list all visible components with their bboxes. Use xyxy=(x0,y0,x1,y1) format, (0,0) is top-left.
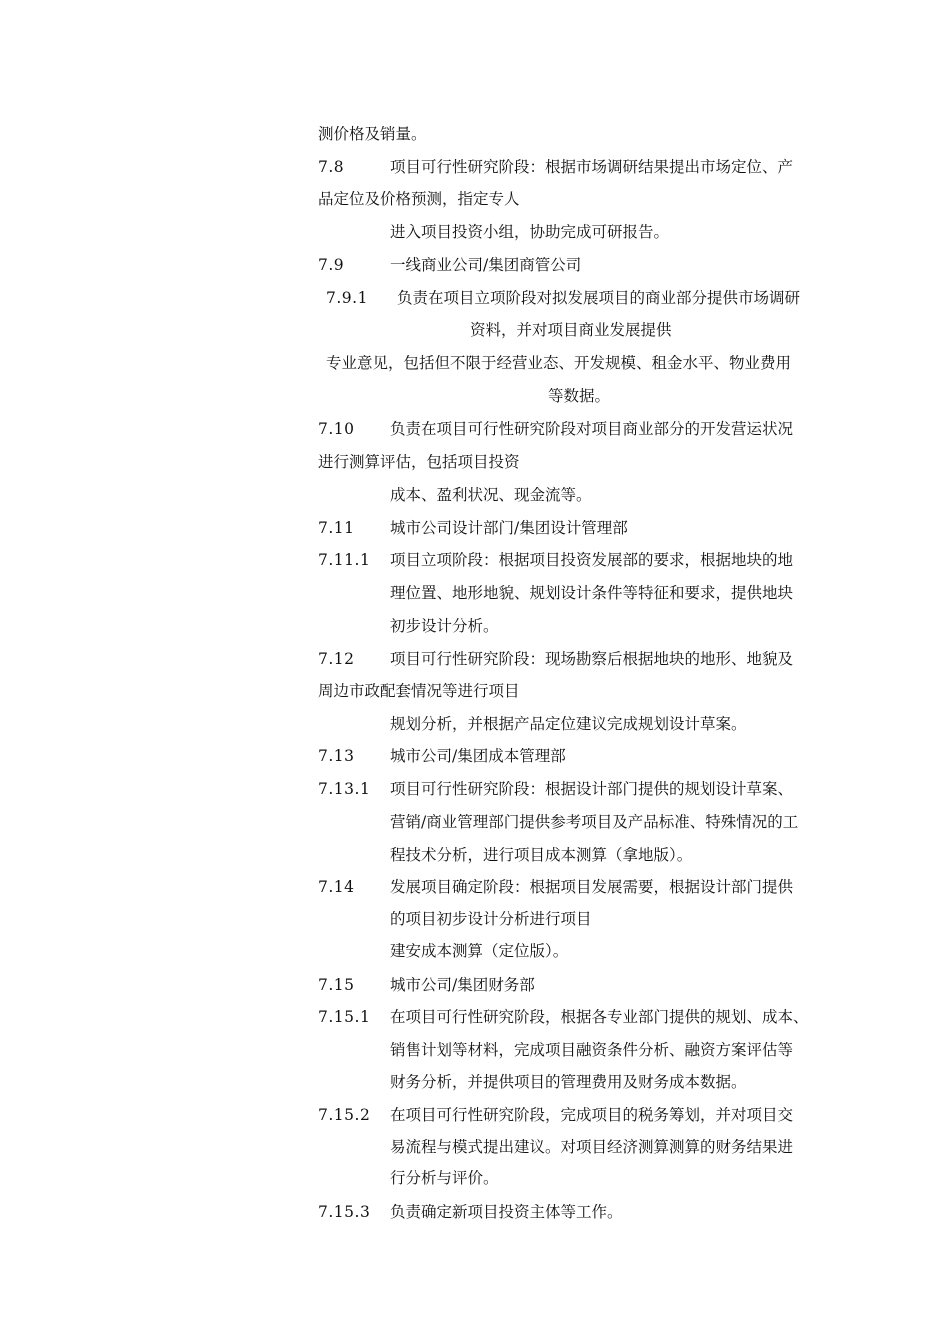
text-line: 在项目可行性研究阶段，根据各专业部门提供的规划、成本、 xyxy=(390,1008,809,1026)
text-line: 资料，并对项目商业发展提供 xyxy=(470,321,672,339)
clause-number: 7.14 xyxy=(318,878,355,896)
clause-number: 7.9 xyxy=(318,256,345,274)
text-line: 理位置、地形地貌、规划设计条件等特征和要求，提供地块 xyxy=(390,584,794,602)
text-line: 负责在项目可行性研究阶段对项目商业部分的开发营运状况 xyxy=(390,420,794,438)
clause-number: 7.15.2 xyxy=(318,1106,371,1124)
text-line: 的项目初步设计分析进行项目 xyxy=(390,910,592,928)
clause-number: 7.11 xyxy=(318,519,355,537)
clause-number: 7.8 xyxy=(318,158,345,176)
clause-number: 7.15 xyxy=(318,976,355,994)
section-heading: 一线商业公司/集团商管公司 xyxy=(390,256,582,274)
text-line: 等数据。 xyxy=(548,387,611,405)
text-line: 行分析与评价。 xyxy=(390,1169,499,1187)
text-line: 负责在项目立项阶段对拟发展项目的商业部分提供市场调研 xyxy=(397,289,801,307)
text-line: 进入项目投资小组，协助完成可研报告。 xyxy=(390,223,670,241)
text-line: 建安成本测算（定位版）。 xyxy=(390,942,569,960)
text-line: 测价格及销量。 xyxy=(318,125,427,143)
text-line: 在项目可行性研究阶段，完成项目的税务筹划，并对项目交 xyxy=(390,1106,794,1124)
text-line: 易流程与模式提出建议。对项目经济测算测算的财务结果进 xyxy=(390,1138,794,1156)
text-line: 项目可行性研究阶段：现场勘察后根据地块的地形、地貌及 xyxy=(390,650,794,668)
clause-number: 7.15.3 xyxy=(318,1203,371,1221)
clause-number: 7.9.1 xyxy=(326,289,368,307)
text-line: 项目立项阶段：根据项目投资发展部的要求，根据地块的地 xyxy=(390,551,794,569)
clause-number: 7.11.1 xyxy=(318,551,371,569)
text-line: 规划分析，并根据产品定位建议完成规划设计草案。 xyxy=(390,715,747,733)
section-heading: 城市公司设计部门/集团设计管理部 xyxy=(390,519,628,537)
text-line: 负责确定新项目投资主体等工作。 xyxy=(390,1203,623,1221)
text-line: 成本、盈利状况、现金流等。 xyxy=(390,486,592,504)
text-line: 销售计划等材料，完成项目融资条件分析、融资方案评估等 xyxy=(390,1041,794,1059)
text-line: 品定位及价格预测，指定专人 xyxy=(318,190,520,208)
clause-number: 7.10 xyxy=(318,420,355,438)
text-line: 财务分析，并提供项目的管理费用及财务成本数据。 xyxy=(390,1073,747,1091)
text-line: 初步设计分析。 xyxy=(390,617,499,635)
text-line: 周边市政配套情况等进行项目 xyxy=(318,682,520,700)
clause-number: 7.13 xyxy=(318,747,355,765)
text-line: 项目可行性研究阶段：根据设计部门提供的规划设计草案、 xyxy=(390,780,794,798)
text-line: 专业意见，包括但不限于经营业态、开发规模、租金水平、物业费用 xyxy=(326,354,792,372)
text-line: 发展项目确定阶段：根据项目发展需要，根据设计部门提供 xyxy=(390,878,794,896)
text-line: 项目可行性研究阶段：根据市场调研结果提出市场定位、产 xyxy=(390,158,794,176)
clause-number: 7.12 xyxy=(318,650,355,668)
section-heading: 城市公司/集团成本管理部 xyxy=(390,747,566,765)
clause-number: 7.15.1 xyxy=(318,1008,371,1026)
text-line: 进行测算评估，包括项目投资 xyxy=(318,453,520,471)
text-line: 程技术分析，进行项目成本测算（拿地版）。 xyxy=(390,846,693,864)
clause-number: 7.13.1 xyxy=(318,780,371,798)
section-heading: 城市公司/集团财务部 xyxy=(390,976,535,994)
text-line: 营销/商业管理部门提供参考项目及产品标准、特殊情况的工 xyxy=(390,813,799,831)
